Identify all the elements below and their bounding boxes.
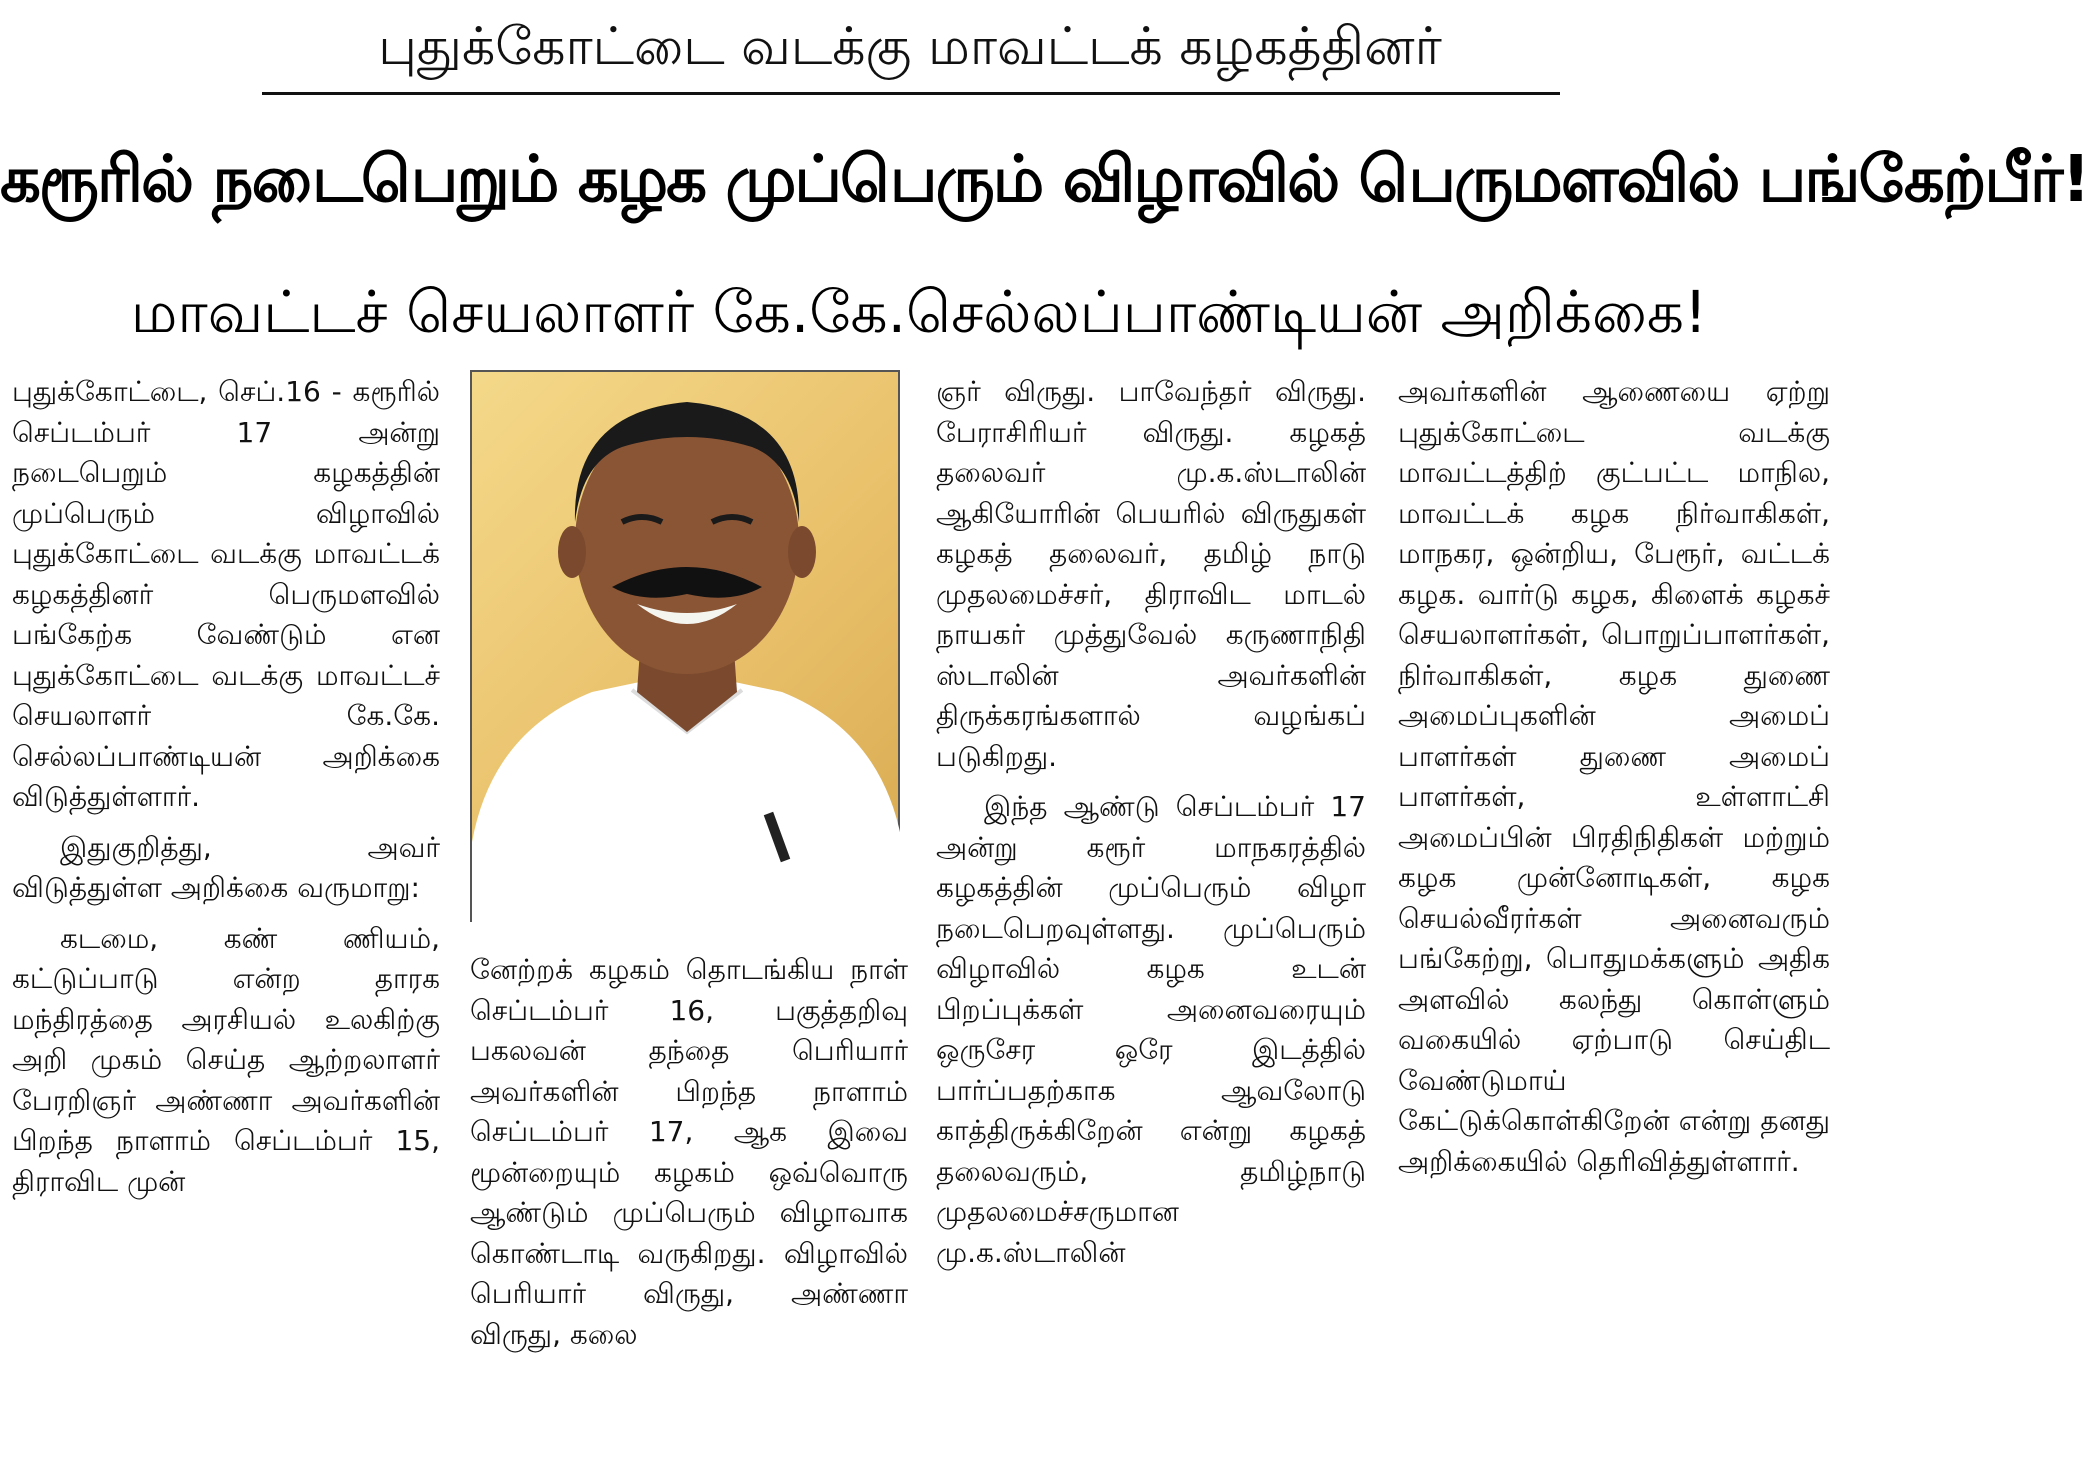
article-paragraph: ஞர் விருது. பாவேந்தர் விருது. பேராசிரியர் விருது. கழகத் தலைவர் மு.க.ஸ்டாலின் ஆகியோரின் பெயரில் விருதுகள் கழகத் தலைவர், தமிழ் நாடு முதலமைச்சர், திராவிட மாடல் நாயகர் முத்துவேல் கருணாநிதி ஸ்டாலின் அவர்களின் திருக்கரங்களால் வழங்கப் படுகிறது.	[936, 375, 1366, 773]
article-column-3	[936, 372, 1366, 1273]
article-column-2	[470, 950, 908, 1355]
article-paragraph: இந்த ஆண்டு செப்டம்பர் 17 அன்று கரூர் மாநகரத்தில் கழகத்தின் முப்பெரும் விழா நடைபெறவுள்ளது. முப்பெரும் விழாவில் கழக உடன் பிறப்புக்கள் அனைவரையும் ஒருசேர ஒரே இடத்தில் பார்ப்பதற்காக ஆவலோடு காத்திருக்கிறேன் என்று கழகத் தலைவரும், தமிழ்நாடு முதலமைச்சருமான மு.க.ஸ்டாலின்	[936, 790, 1366, 1269]
portrait-illustration	[472, 372, 902, 924]
article-paragraph: இதுகுறித்து, அவர் விடுத்துள்ள அறிக்கை வருமாறு:	[12, 830, 440, 904]
article-paragraph: கடமை, கண் ணியம், கட்டுப்பாடு என்ற தாரக மந்திரத்தை அரசியல் உலகிற்கு அறி முகம் செய்த ஆற்றலாளர் பேரறிஞர் அண்ணா அவர்களின் பிறந்த நாளாம் செப்டம்பர் 15, திராவிட முன்	[12, 921, 440, 1198]
subheadline: மாவட்டச் செயலாளர் கே.கே.செல்லப்பாண்டியன் அறிக்கை!	[130, 278, 1708, 346]
headline: கரூரில் நடைபெறும் கழக முப்பெரும் விழாவில் பெருமளவில் பங்கேற்பீர்!	[0, 143, 2089, 217]
article-paragraph: னேற்றக் கழகம் தொடங்கிய நாள் செப்டம்பர் 16, பகுத்தறிவு பகலவன் தந்தை பெரியார் அவர்களின் பிறந்த நாளாம் செப்டம்பர் 17, ஆக இவை மூன்றையும் கழகம் ஒவ்வொரு ஆண்டும் முப்பெரும் விழாவாக கொண்டாடி வருகிறது. விழாவில் பெரியார் விருது, அண்ணா விருது, கலை	[470, 953, 908, 1351]
article-column-1	[12, 372, 440, 1202]
portrait-photo	[470, 370, 900, 922]
kicker-underline	[262, 92, 1560, 95]
article-paragraph: புதுக்கோட்டை, செப்.16 - கரூரில் செப்டம்பர் 17 அன்று நடைபெறும் கழகத்தின் முப்பெரும் விழாவில் புதுக்கோட்டை வடக்கு மாவட்டக் கழகத்தினர் பெருமளவில் பங்கேற்க வேண்டும் என புதுக்கோட்டை வடக்கு மாவட்டச் செயலாளர் கே.கே. செல்லப்பாண்டியன் அறிக்கை விடுத்துள்ளார்.	[12, 375, 440, 813]
kicker-title: புதுக்கோட்டை வடக்கு மாவட்டக் கழகத்தினர்	[378, 17, 1442, 77]
article-column-4	[1398, 372, 1830, 1182]
article-paragraph: அவர்களின் ஆணையை ஏற்று புதுக்கோட்டை வடக்கு மாவட்டத்திற் குட்பட்ட மாநில, மாவட்டக் கழக நிர்வாகிகள், மாநகர, ஒன்றிய, பேரூர், வட்டக் கழக. வார்டு கழக, கிளைக் கழகச் செயலாளர்கள், பொறுப்பாளர்கள், நிர்வாகிகள், கழக துணை அமைப்புகளின் அமைப் பாளர்கள் துணை அமைப் பாளர்கள், உள்ளாட்சி அமைப்பின் பிரதிநிதிகள் மற்றும் கழக முன்னோடிகள், கழக செயல்வீரர்கள் அனைவரும் பங்கேற்று, பொதுமக்களும் அதிக அளவில் கலந்து கொள்ளும் வகையில் ஏற்பாடு செய்திட வேண்டுமாய் கேட்டுக்கொள்கிறேன் என்று தனது அறிக்கையில் தெரிவித்துள்ளார்.	[1398, 375, 1830, 1178]
